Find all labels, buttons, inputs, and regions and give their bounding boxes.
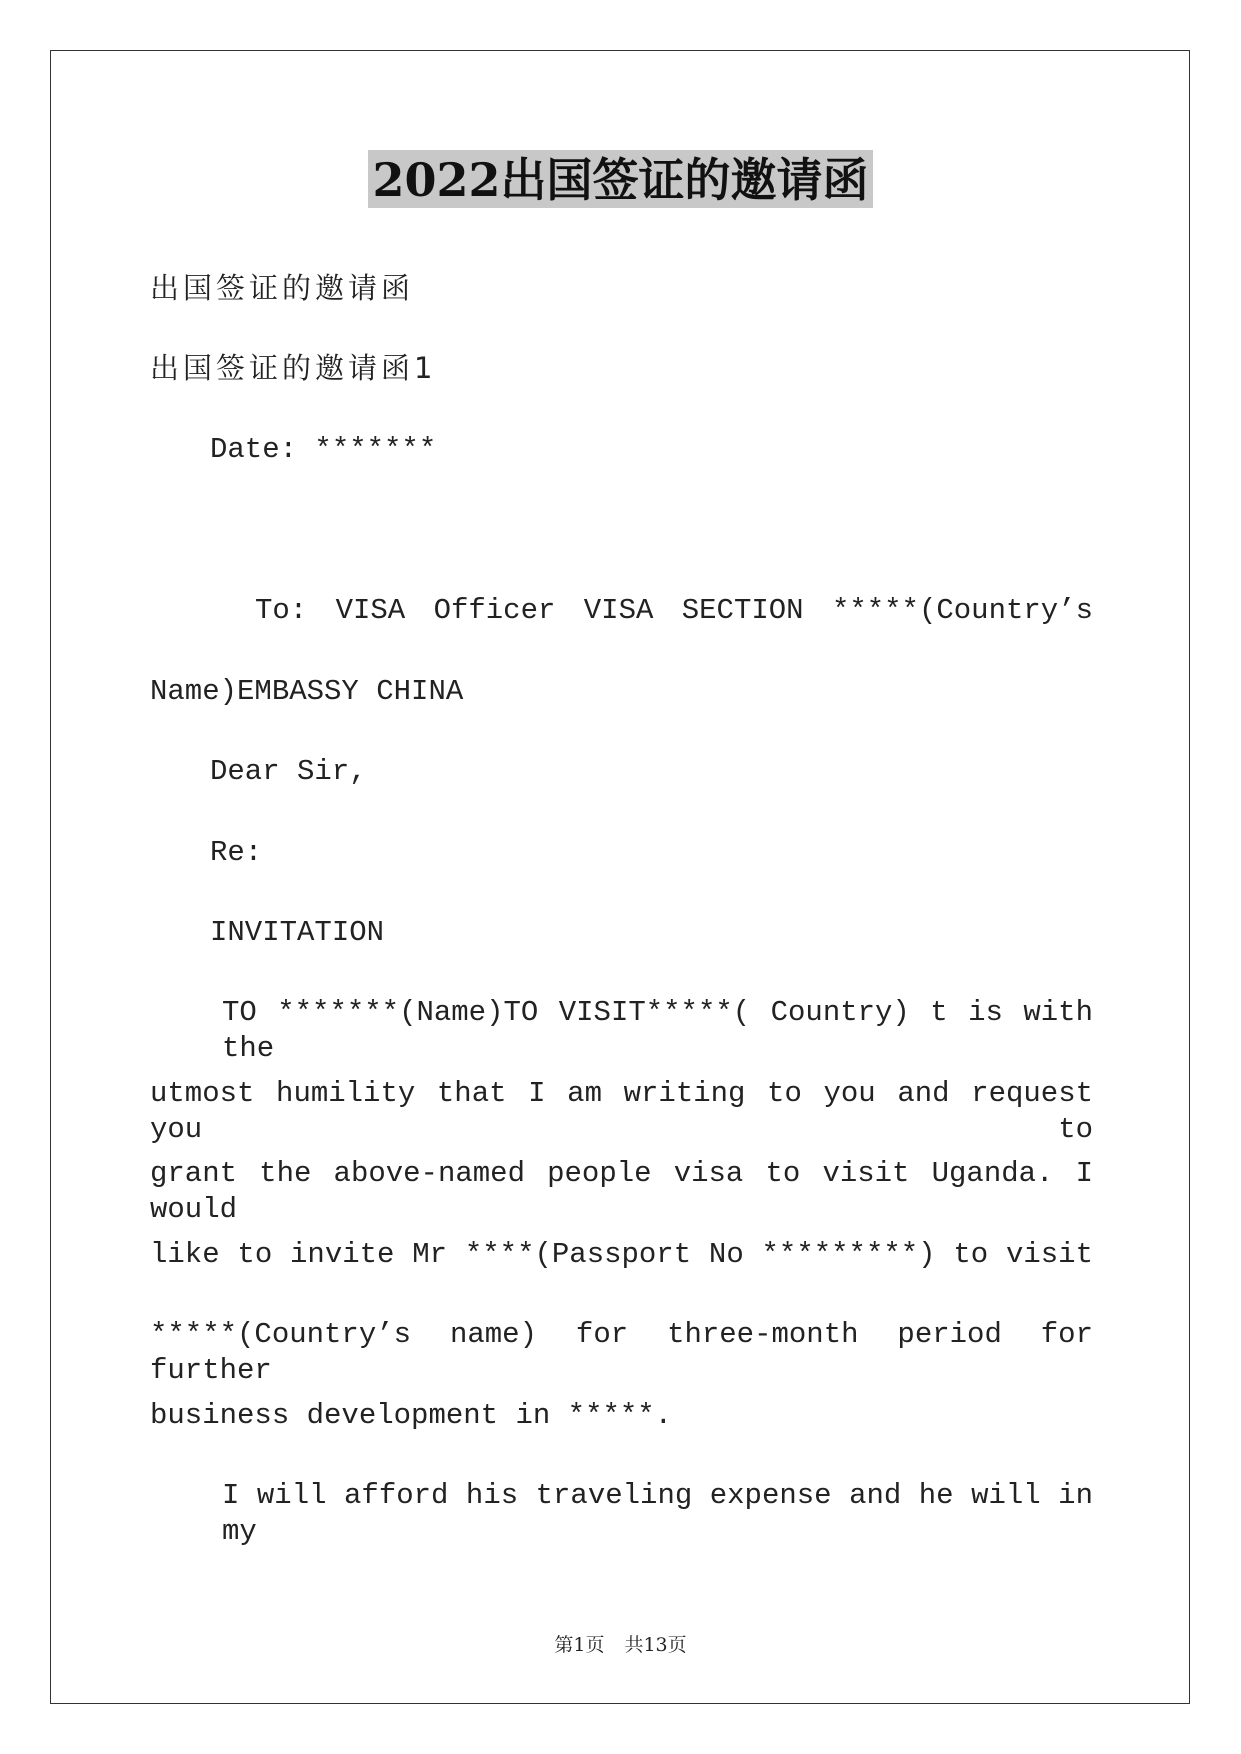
paragraph-1-line-4: like to invite Mr ****(Passport No *********) to visit — [150, 1238, 1093, 1271]
date-line: Date: ******* — [210, 433, 437, 466]
salutation: Dear Sir, — [210, 755, 367, 788]
page-number: 第1页 — [554, 1634, 605, 1656]
document-title-container — [0, 150, 1241, 208]
recipient-line: To: VISA Officer VISA SECTION *****(Country’s — [255, 594, 1093, 627]
invitation-heading: INVITATION — [210, 916, 385, 949]
paragraph-1-line-1: TO *******(Name)TO VISIT*****( Country) t is with the — [222, 996, 1093, 1065]
paragraph-2-line-1: I will afford his traveling expense and he will in my — [222, 1479, 1093, 1548]
recipient-line-continued: Name)EMBASSY CHINA — [150, 675, 464, 708]
document-title: 2022出国签证的邀请函 — [368, 150, 872, 208]
section-heading: 出国签证的邀请函1 — [150, 351, 437, 385]
subtitle-line: 出国签证的邀请函 — [150, 271, 415, 305]
page-total: 共13页 — [624, 1634, 687, 1656]
paragraph-1-line-3: grant the above-named people visa to visit Uganda. I would — [150, 1157, 1093, 1226]
paragraph-1-line-6: business development in *****. — [150, 1399, 673, 1432]
re-line: Re: — [210, 836, 263, 869]
paragraph-1-line-5: *****(Country’s name) for three-month period for further — [150, 1318, 1093, 1387]
page-footer — [0, 1630, 1241, 1657]
paragraph-1-line-2: utmost humility that I am writing to you and request you to — [150, 1077, 1093, 1146]
